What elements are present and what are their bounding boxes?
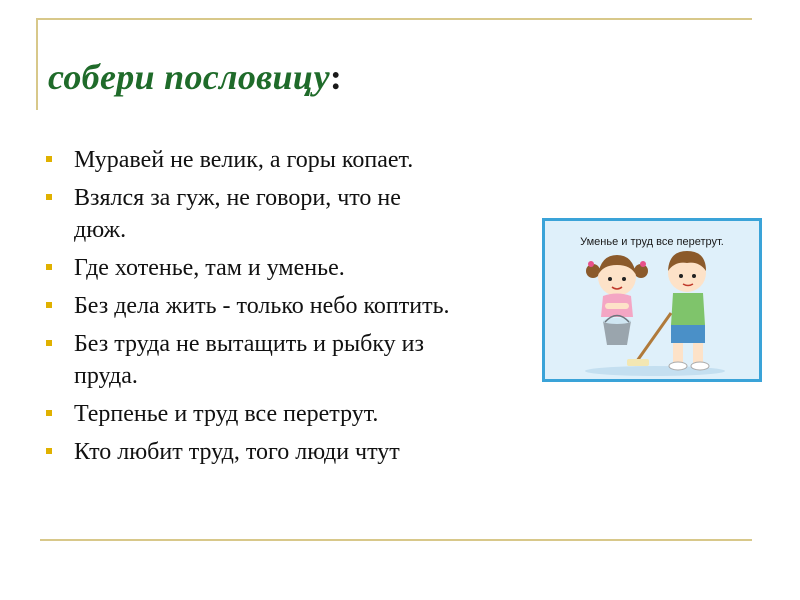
- frame-line-top: [36, 18, 752, 20]
- slide-title-colon: :: [329, 57, 343, 97]
- proverb-text: [74, 328, 424, 392]
- bullet-icon: [46, 264, 52, 270]
- bullet-icon: [46, 448, 52, 454]
- frame-line-left: [36, 18, 38, 110]
- proverb-item: [46, 398, 556, 430]
- bullet-icon: [46, 410, 52, 416]
- proverb-text: Где хотенье, там и уменье.: [74, 255, 345, 281]
- proverb-item: [46, 144, 556, 176]
- proverb-item: [46, 328, 556, 392]
- proverb-text: Терпенье и труд все перетрут.: [74, 401, 379, 427]
- proverb-text-line: Взялся за гуж, не говори, что не: [74, 185, 401, 211]
- proverb-text: Кто любит труд, того люди чтут: [74, 439, 400, 465]
- slide-title-text: собери пословицу: [48, 57, 330, 97]
- illustration-card: [542, 218, 762, 382]
- proverb-text: [74, 182, 401, 246]
- proverb-item: [46, 436, 556, 468]
- proverb-text-line: Без труда не вытащить и рыбку из: [74, 331, 424, 357]
- illustration-caption: Уменье и труд все перетрут.: [580, 236, 724, 248]
- proverb-text: Муравей не велик, а горы копает.: [74, 147, 414, 173]
- bullet-icon: [46, 340, 52, 346]
- proverb-item: [46, 252, 556, 284]
- proverb-text: Без дела жить - только небо коптить.: [74, 293, 450, 319]
- frame-line-bottom: [40, 539, 752, 541]
- bullet-icon: [46, 194, 52, 200]
- proverb-item: [46, 290, 556, 322]
- bullet-icon: [46, 156, 52, 162]
- proverb-item: [46, 182, 556, 246]
- bullet-icon: [46, 302, 52, 308]
- proverb-list: [46, 144, 556, 474]
- proverb-text-line: пруда.: [74, 363, 138, 389]
- proverb-text-line: дюж.: [74, 217, 127, 243]
- slide-title: [48, 56, 342, 98]
